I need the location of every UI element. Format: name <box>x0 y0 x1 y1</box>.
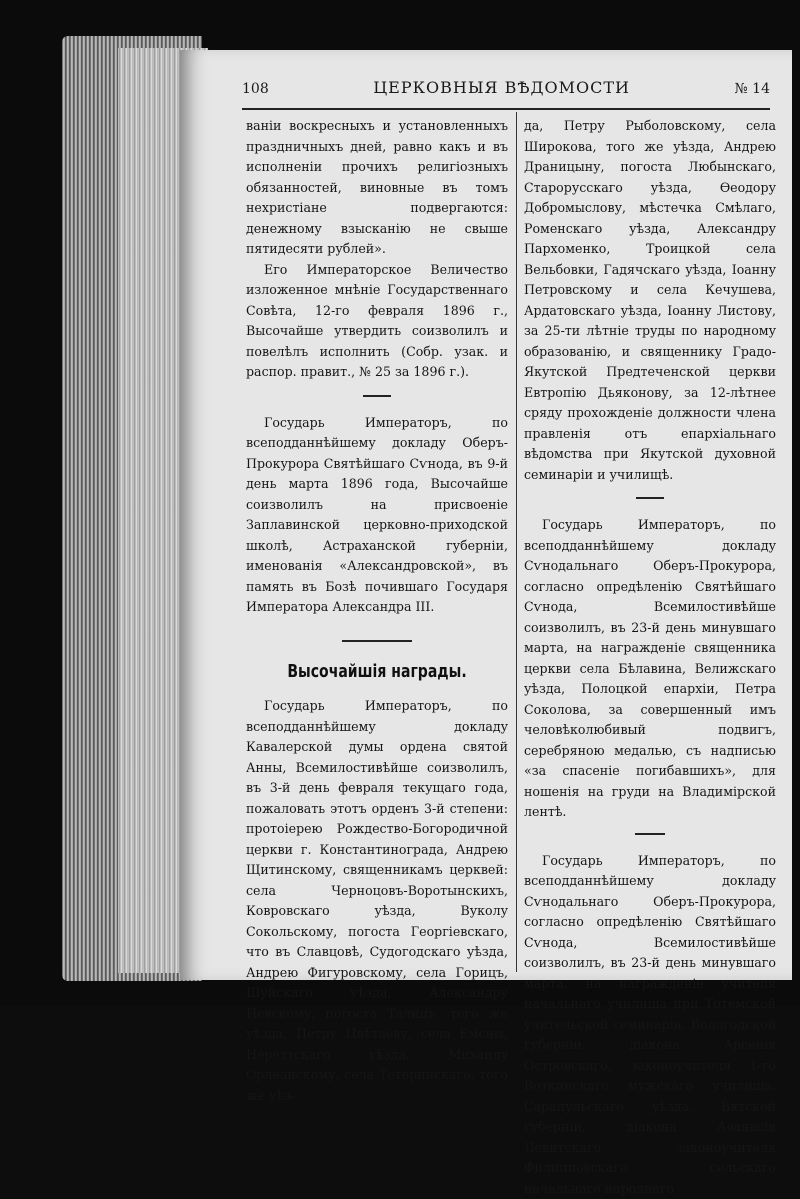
paragraph: Государь Императоръ, по всеподданнѣйшему докладу Сѵнодальнаго Оберъ-Прокурора, согласно опредѣленію Святѣйшаго Сѵнода, Всемилостивѣйше соизволилъ, въ 23-й день минувшаго марта, на награжденіе священника церкви села Бѣлавина, Велижскаго уѣзда, Полоцкой епархіи, Петра Соколова, за совершенный имъ человѣколюбивый подвигъ, серебряною медалью, съ надписью «за спасеніе погибавшихъ», для ношенія на груди на Владимірской лентѣ. <box>524 515 776 823</box>
paragraph: да, Петру Рыболовскому, села Широкова, того же уѣзда, Андрею Драницыну, погоста Любынскаго, Старорусскаго уѣзда, Ѳеодору Добромыслову, мѣстечка Смѣлаго, Роменскаго уѣзда, Александру Пархоменко, Троицкой села Вельбовки, Гадячскаго уѣзда, Іоанну Петровскому и села Кечушева, Ардатовскаго уѣзда, Іоанну Листову, за 25-ти лѣтніе труды по народному образованію, и священнику Градо-Якутской Предтеченской церкви Евтропію Дьяконову, за 12-лѣтнее сряду прохожденіе должности члена правленія отъ епархіальнаго вѣдомства при Якутской духовной семинаріи и училищѣ. <box>524 116 776 485</box>
left-column <box>246 116 508 1106</box>
paragraph: Его Императорское Величество изложенное мнѣніе Государственнаго Совѣта, 12-го февраля 1896 г., Высочайше утвердить соизволилъ и повелѣлъ исполнить (Собр. узак. и распор. правит., № 25 за 1896 г.). <box>246 260 508 383</box>
divider <box>635 833 665 835</box>
divider <box>636 497 664 499</box>
divider <box>363 395 391 397</box>
running-header <box>242 78 770 110</box>
section-title: Высочайшія награды. <box>275 662 479 683</box>
page-number: 108 <box>242 81 269 97</box>
paragraph: Государь Императоръ, по всеподданнѣйшему докладу Оберъ-Прокурора Святѣйшаго Сѵнода, въ 9-й день марта 1896 года, Высочайше соизволилъ на присвоеніе Заплавинской церковно-приходской школѣ, Астраханской губерніи, именованія «Александровской», въ память въ Бозѣ почившаго Государя Императора Александра III. <box>246 413 508 618</box>
divider <box>342 640 412 642</box>
paragraph: ваніи воскресныхъ и установленныхъ праздничныхъ дней, равно какъ и въ исполненіи прочихъ религіозныхъ обязанностей, виновные въ томъ нехристіане подвергаются: денежному взысканію не свыше пятидесяти рублей». <box>246 116 508 260</box>
paragraph: Государь Императоръ, по всеподданнѣйшему докладу Сѵнодальнаго Оберъ-Прокурора, согласно опредѣленію Святѣйшаго Сѵнода, Всемилостивѣйше соизволилъ, въ 23-й день минувшаго марта, на награжденіе учителя начальнаго училища при Тотемской учительской семинаріи, Вологодской губерніи, діакона Арсенія Островскаго, законоучителя 1-го Воткинскаго мужскаго училища, Сарапульскаго уѣзда, Вятской губерніи, діакона Аѳанасія Левитскаго, законоучителя Филипповскаго сельскаго начальнаго народнаго <box>524 851 776 1199</box>
column-rule <box>516 112 517 972</box>
issue-number: № 14 <box>734 81 770 97</box>
journal-title: ЦЕРКОВНЫЯ ВѢДОМОСТИ <box>373 78 630 97</box>
right-column <box>524 116 776 1199</box>
paragraph: Государь Императоръ, по всеподданнѣйшему докладу Кавалерской думы ордена святой Анны, Всемилостивѣйше соизволилъ, въ 3-й день февраля текущаго года, пожаловать этотъ орденъ 3-й степени: протоіерею Рождество-Богородичной церкви г. Константинограда, Андрею Щитинскому, священникамъ церквей: села Черноцовъ-Воротынскихъ, Ковровскаго уѣзда, Вуколу Сокольскому, погоста Георгіевскаго, что въ Славцовѣ, Судогодскаго уѣзда, Андрею Фигуровскому, села Горицъ, Шуйскаго уѣзда, Александру Невскому, погоста Талицъ, того же уѣзда, Петру Цвѣтаеву, села Емсны, Нерехтскаго уѣзда, Михаилу Орлеанскому, села Тетеринскаго, того же уѣз- <box>246 696 508 1106</box>
